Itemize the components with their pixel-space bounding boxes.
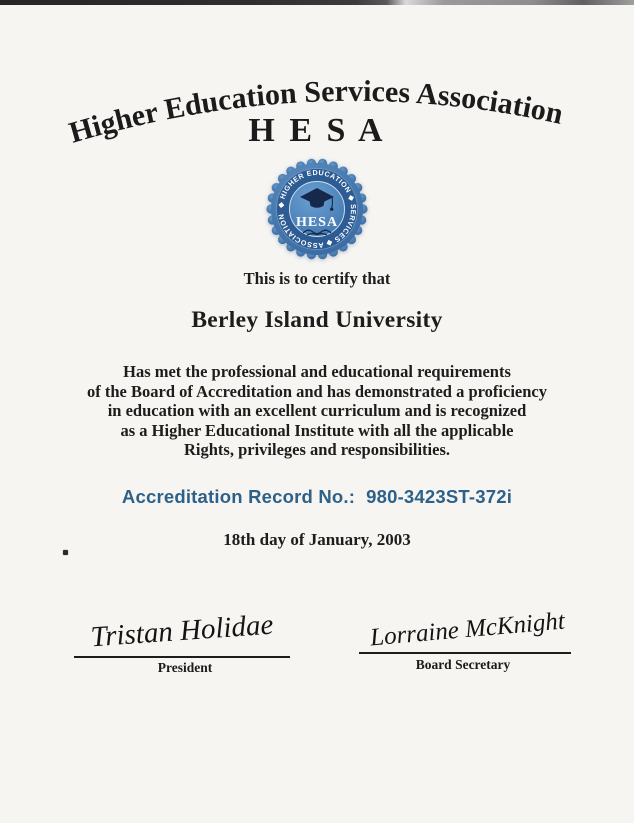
president-signature: Tristan Holidae [89,608,275,654]
date-line: 18th day of January, 2003 [223,530,411,549]
board-secretary-title: Board Secretary [415,657,511,672]
scan-artifact-speck [63,550,68,555]
body-line: of the Board of Accreditation and has demonstrated a proficiency [87,381,547,401]
title-arc-text: Higher Education Services Association [65,74,567,150]
body-line: Has met the professional and educational requirements [123,362,511,381]
scan-artifact-top-edge [0,0,634,5]
accreditation-record-line [0,486,634,508]
seal-ring-text: ◆ HIGHER EDUCATION ◆ SERVICES ◆ ASSOCIATION [275,167,359,251]
body-line: in education with an excellent curriculum and is recognized [107,401,527,421]
president-title: President [157,660,213,675]
accreditation-number: 980-3423ST-372i [366,486,513,507]
recipient-name: Berley Island University [191,307,443,333]
title-acronym: H E S A [248,112,386,149]
body-line: Rights, privileges and responsibilities. [183,440,451,460]
board-secretary-signature: Lorraine McKnight [369,607,566,652]
certificate-body [0,362,634,460]
president-signature-line [74,656,290,658]
board-secretary-signature-line [359,652,571,654]
hesa-seal [265,157,369,261]
certify-line: This is to certify that [243,269,391,288]
seal-acronym: HESA [295,215,339,230]
accreditation-label: Accreditation Record No.: [121,486,356,507]
body-line: as a Higher Educational Institute with all the applicable [120,420,514,440]
